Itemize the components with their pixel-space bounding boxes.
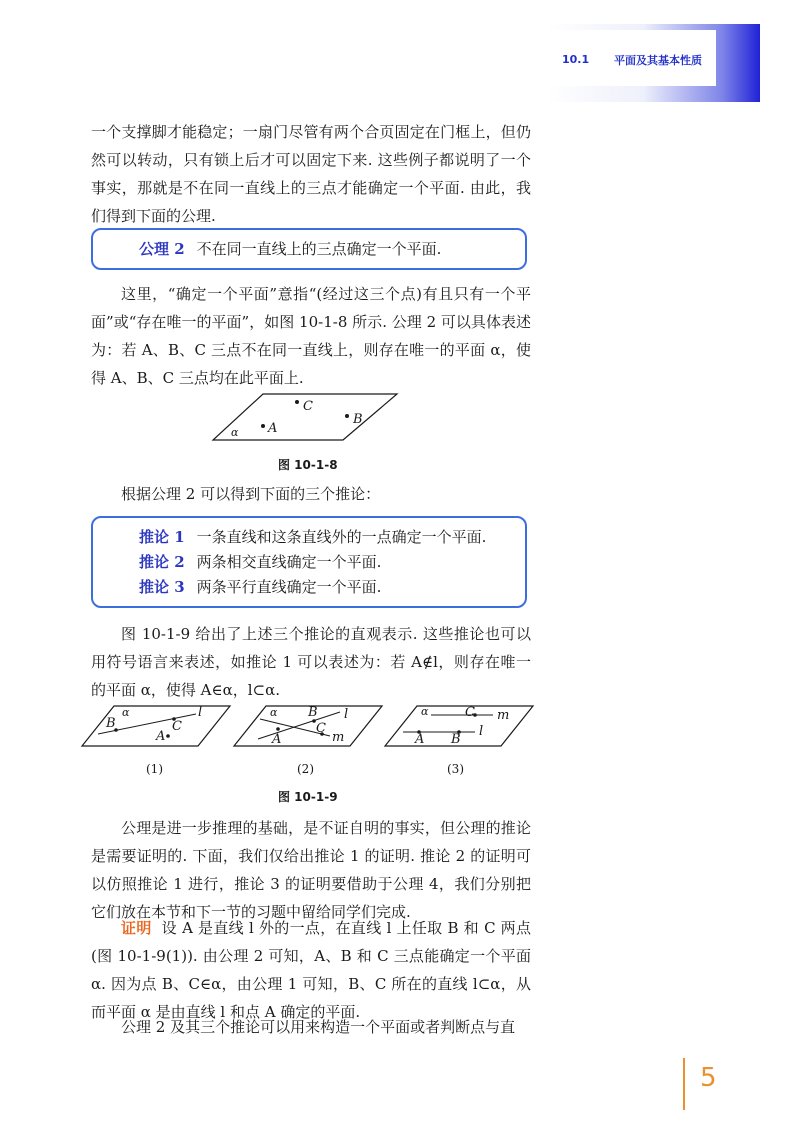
label-c: C xyxy=(316,721,326,736)
chapter-title: 平面及其基本性质 xyxy=(614,54,702,67)
label-a: A xyxy=(415,732,425,747)
sub-caption-3: (3) xyxy=(447,762,464,776)
point-a-dot xyxy=(166,734,170,738)
figure-caption-10-1-9: 图 10-1-9 xyxy=(278,790,338,804)
corollary-label: 推论 2 xyxy=(139,553,185,571)
axiom-box xyxy=(91,228,527,270)
point-c-dot xyxy=(295,400,299,404)
label-l: l xyxy=(198,705,203,720)
figure-10-1-9-part3 xyxy=(381,703,537,749)
axiom-label: 公理 2 xyxy=(139,240,185,258)
paragraph-axiom-basis: 公理是进一步推理的基础，是不证自明的事实，但公理的推论是需要证明的. 下面，我们仅给出推论 1 的证明. 推论 2 的证明可以仿照推论 1 进行，推论 3 的证明要借助于公理 4，我们分别把它们放在本节和下一节的习题中留给同学们完成. xyxy=(91,819,531,921)
label-alpha: α xyxy=(421,705,429,718)
figure-caption-10-1-8: 图 10-1-8 xyxy=(278,458,338,472)
proof-label: 证明 xyxy=(121,919,152,937)
corollary-text: 两条相交直线确定一个平面. xyxy=(196,553,382,571)
point-a-dot xyxy=(261,424,265,428)
figure-10-1-9-part1 xyxy=(78,703,234,749)
figure-10-1-8 xyxy=(205,388,405,446)
paragraph-closing: 公理 2 及其三个推论可以用来构造一个平面或者判断点与直 xyxy=(121,1018,516,1036)
label-m: m xyxy=(332,730,345,745)
paragraph-axiom-explanation: 这里，“确定一个平面”意指“(经过这三个点)有且只有一个平面”或“存在唯一的平面”，如图 10-1-8 所示. 公理 2 可以具体表述为：若 A、B、C 三点不在同一直线上，则存在唯一的平面 α，使得 A、B、C 三点均在此平面上. xyxy=(91,285,531,387)
point-b-dot xyxy=(345,414,349,418)
proof-text: 设 A 是直线 l 外的一点，在直线 l 上任取 B 和 C 两点(图 10-1-9(1)). 由公理 2 可知，A、B 和 C 三点能确定一个平面α. 因为点 B、C∈α，由公理 1 可知，B、C 所在的直线 l⊂α，从而平面 α 是由直线 l 和点 A 确定的平面. xyxy=(91,919,531,1021)
point-a-dot xyxy=(276,727,280,731)
label-c: C xyxy=(172,719,182,734)
sub-caption-1: (1) xyxy=(146,762,163,776)
label-b: B xyxy=(353,412,363,427)
corollary-item xyxy=(139,525,486,549)
label-a: A xyxy=(268,421,278,436)
label-b: B xyxy=(106,716,116,731)
page-number-rule xyxy=(683,1058,685,1110)
label-b: B xyxy=(308,705,318,720)
figure-10-1-9-part2 xyxy=(230,703,386,749)
corollary-item xyxy=(139,575,381,599)
label-l: l xyxy=(479,724,484,739)
label-l: l xyxy=(344,707,349,722)
label-b: B xyxy=(451,732,461,747)
corollary-item xyxy=(139,550,381,574)
corollary-text: 一条直线和这条直线外的一点确定一个平面. xyxy=(196,528,487,546)
label-c: C xyxy=(303,399,313,414)
corollary-box xyxy=(91,516,527,608)
label-alpha: α xyxy=(270,706,278,719)
page-number: 5 xyxy=(700,1063,717,1093)
label-alpha: α xyxy=(231,426,239,439)
label-m: m xyxy=(497,708,510,723)
label-alpha: α xyxy=(122,706,130,719)
paragraph-intro: 一个支撑脚才能稳定；一扇门尽管有两个合页固定在门框上，但仍然可以转动，只有锁上后才可以固定下来. 这些例子都说明了一个事实，那就是不在同一直线上的三点才能确定一个平面. 由此，我们得到下面的公理. xyxy=(91,123,531,225)
label-c: C xyxy=(465,705,475,720)
paragraph-proof xyxy=(91,914,531,1026)
corollary-text: 两条平行直线确定一个平面. xyxy=(196,578,382,596)
label-a: A xyxy=(156,729,166,744)
paragraph-figure-description: 图 10-1-9 给出了上述三个推论的直观表示. 这些推论也可以用符号语言来表述，如推论 1 可以表述为：若 A∉l，则存在唯一的平面 α，使得 A∈α，l⊂α. xyxy=(91,625,531,699)
axiom-text: 不在同一直线上的三点确定一个平面. xyxy=(196,240,442,258)
label-a: A xyxy=(272,732,282,747)
corollary-label: 推论 1 xyxy=(139,528,185,546)
corollary-label: 推论 3 xyxy=(139,578,185,596)
sub-caption-2: (2) xyxy=(297,762,314,776)
chapter-number: 10.1 xyxy=(562,53,590,66)
paragraph-corollary-intro: 根据公理 2 可以得到下面的三个推论： xyxy=(121,485,381,503)
